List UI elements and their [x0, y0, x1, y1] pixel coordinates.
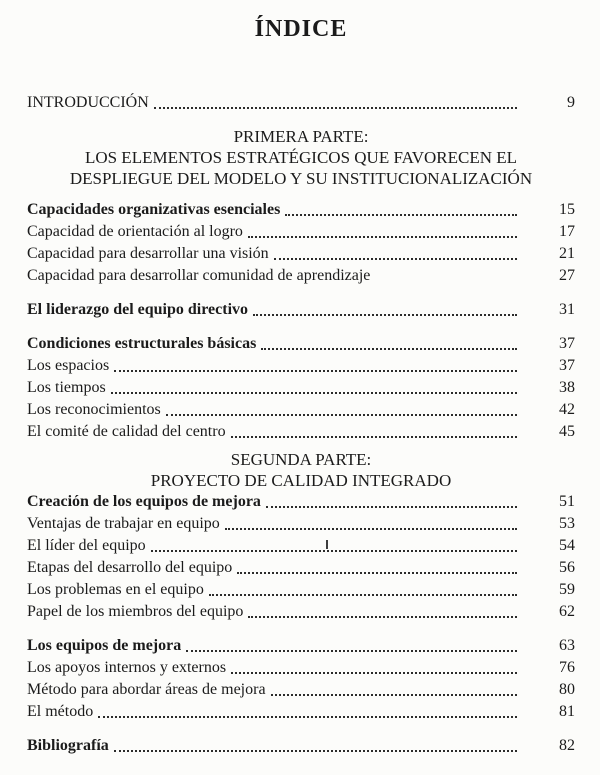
toc-entry: [27, 701, 575, 723]
toc-entry: [27, 679, 575, 701]
toc-entry-page: 51: [559, 493, 575, 510]
dot-leader: [154, 107, 517, 109]
toc-entry-page: 59: [559, 581, 575, 598]
toc-entry: [27, 265, 575, 287]
part-heading-line: LOS ELEMENTOS ESTRATÉGICOS QUE FAVORECEN EL: [84, 148, 518, 167]
toc-entry-page: 17: [559, 223, 575, 240]
part-heading-line: PRIMERA PARTE:: [233, 127, 369, 146]
part-heading: [27, 126, 575, 189]
toc-entry: [27, 92, 575, 114]
toc-entry: [27, 333, 575, 355]
scan-artifact-mark: [326, 540, 328, 549]
dot-leader: [225, 528, 517, 530]
toc-entry: [27, 635, 575, 657]
toc-entry-page: 54: [559, 537, 575, 554]
dot-leader: [237, 572, 517, 574]
toc-entry: [27, 513, 575, 535]
toc-entry-label: Ventajas de trabajar en equipo: [27, 515, 220, 532]
part-heading-line: DESPLIEGUE DEL MODELO Y SU INSTITUCIONALIZACIÓN: [69, 169, 533, 188]
toc-entry: [27, 355, 575, 377]
dot-leader: [231, 436, 517, 438]
dot-leader: [151, 550, 517, 552]
toc-entry-page: 15: [559, 201, 575, 218]
dot-leader: [209, 594, 517, 596]
dot-leader: [111, 392, 517, 394]
toc-entry-page: 45: [559, 423, 575, 440]
dot-leader: [248, 236, 517, 238]
dot-leader: [98, 716, 517, 718]
toc-entry-label: Condiciones estructurales básicas: [27, 335, 257, 352]
toc-entry-label: Bibliografía: [27, 737, 109, 754]
toc-entry-page: 37: [559, 335, 575, 352]
toc-entry: [27, 221, 575, 243]
page-title: ÍNDICE: [254, 16, 348, 42]
toc-entry-label: El liderazgo del equipo directivo: [27, 301, 249, 318]
toc-entry-label: Los problemas en el equipo: [27, 581, 204, 598]
toc-entry-page: 9: [567, 94, 575, 111]
toc-entry: [27, 243, 575, 265]
toc-entry-label: Capacidad de orientación al logro: [27, 223, 243, 240]
toc-entry-label: Los equipos de mejora: [27, 637, 182, 654]
toc-entry: [27, 199, 575, 221]
toc-entry-label: INTRODUCCIÓN: [27, 94, 149, 111]
dot-leader: [231, 672, 517, 674]
toc-entry-label: Papel de los miembros del equipo: [27, 603, 244, 620]
toc-entry-page: 27: [559, 267, 575, 284]
toc-entry-label: Creación de los equipos de mejora: [27, 493, 261, 510]
toc-entry-label: Capacidades organizativas esenciales: [27, 201, 281, 218]
toc-entry-label: Los tiempos: [27, 379, 106, 396]
toc-entry: [27, 657, 575, 679]
toc-entry: [27, 399, 575, 421]
toc-list: [27, 92, 575, 757]
part-heading-line: PROYECTO DE CALIDAD INTEGRADO: [150, 471, 452, 490]
toc-entry: [27, 579, 575, 601]
toc-entry-page: 80: [559, 681, 575, 698]
toc-entry-label: Los reconocimientos: [27, 401, 161, 418]
toc-entry-page: 56: [559, 559, 575, 576]
toc-entry: [27, 491, 575, 513]
toc-entry-page: 21: [559, 245, 575, 262]
toc-entry-label: Los espacios: [27, 357, 110, 374]
dot-leader: [271, 694, 517, 696]
dot-leader: [285, 214, 517, 216]
part-heading: [27, 449, 575, 491]
toc-entry-page: 53: [559, 515, 575, 532]
toc-entry-page: 63: [559, 637, 575, 654]
toc-entry-page: 82: [559, 737, 575, 754]
part-heading-line: SEGUNDA PARTE:: [230, 450, 372, 469]
dot-leader: [274, 258, 517, 260]
toc-entry: [27, 535, 575, 557]
toc-entry-label: El comité de calidad del centro: [27, 423, 226, 440]
dot-leader: [266, 506, 517, 508]
toc-entry-label: Método para abordar áreas de mejora: [27, 681, 266, 698]
dot-leader: [253, 314, 517, 316]
dot-leader: [114, 370, 517, 372]
toc-entry-label: Capacidad para desarrollar una visión: [27, 245, 269, 262]
toc-entry: [27, 377, 575, 399]
toc-entry-page: 31: [559, 301, 575, 318]
toc-entry-page: 81: [559, 703, 575, 720]
toc-entry-label: El método: [27, 703, 94, 720]
toc-entry-page: 42: [559, 401, 575, 418]
toc-entry-page: 37: [559, 357, 575, 374]
dot-leader: [261, 348, 517, 350]
toc-entry-label: Los apoyos internos y externos: [27, 659, 227, 676]
toc-entry-label: Etapas del desarrollo del equipo: [27, 559, 233, 576]
toc-entry: [27, 735, 575, 757]
toc-entry: [27, 299, 575, 321]
toc-entry-page: 76: [559, 659, 575, 676]
dot-leader: [166, 414, 517, 416]
dot-leader: [114, 750, 517, 752]
dot-leader: [248, 616, 517, 618]
toc-entry-label: El líder del equipo: [27, 537, 146, 554]
dot-leader: [186, 650, 517, 652]
toc-entry-page: 38: [559, 379, 575, 396]
toc-entry: [27, 421, 575, 443]
toc-entry-label: Capacidad para desarrollar comunidad de aprendizaje: [27, 267, 371, 284]
toc-entry: [27, 601, 575, 623]
toc-entry-page: 62: [559, 603, 575, 620]
toc-entry: [27, 557, 575, 579]
